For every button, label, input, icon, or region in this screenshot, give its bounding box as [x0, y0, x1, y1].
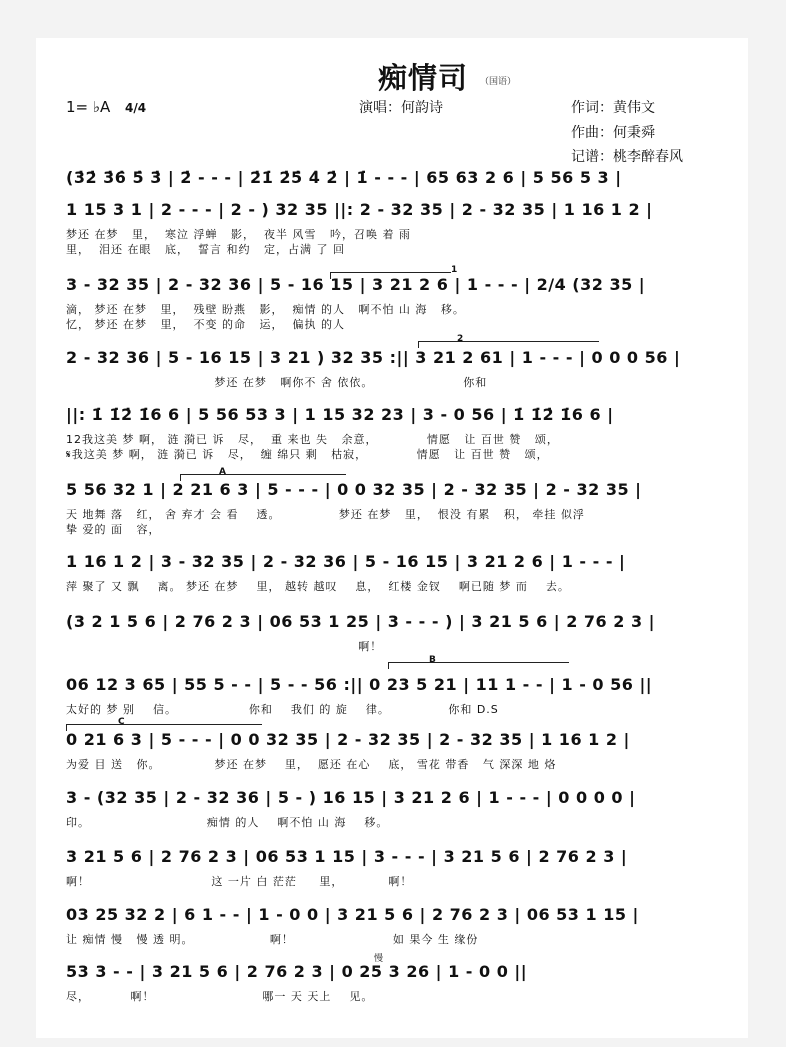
- section-b-label: B: [429, 655, 436, 665]
- notation-row: 3 - (32 35 | 2 - 32 36 | 5 - ) 16 15 | 3 21 2 6 | 1 - - - | 0 0 0 0 |: [66, 788, 636, 807]
- lyric-line: 萍 聚了 又 飘 离。 梦还 在梦 里， 越转 越叹 息， 红楼 金钗 啊已随 梦 而 去。: [66, 580, 570, 593]
- lyric-line: 尽， 啊！ 哪一 天 天上 见。: [66, 990, 374, 1003]
- lyric-line: 为爱 目 送 你。 梦还 在梦 里， 愿还 在心 底， 雪花 带香 气 深深 地 烙: [66, 758, 557, 771]
- key-signature: [66, 98, 146, 116]
- notation-row: 2 - 32 36 | 5 - 16 15 | 3 21 ) 32 35 :|| 3 21 2 61 | 1 - - - | 0 0 0 56 |: [66, 348, 681, 367]
- notation-row: 03 25 32 2 | 6 1 - - | 1 - 0 0 | 3 21 5 6 | 2 76 2 3 | 06 53 1 15 |: [66, 905, 639, 924]
- transcriber-credit: 记谱：桃李醉春风: [571, 149, 683, 165]
- notation-row: 53 3 - - | 3 21 5 6 | 2 76 2 3 | 0 25 3 26 | 1 - 0 0 ||: [66, 962, 528, 981]
- lyric-line: 天 地舞 落 红， 舍 弃才 会 看 透。 梦还 在梦 里， 恨没 有累 积， 牵挂 似浮: [66, 508, 585, 521]
- notation-row: 1 15 3 1 | 2 - - - | 2 - ) 32 35 ||: 2 - 32 35 | 2 - 32 35 | 1 16 1 2 |: [66, 200, 653, 219]
- notation-row: 3 - 32 35 | 2 - 32 36 | 5 - 16 15 | 3 21 2 6 | 1 - - - | 2/4 (32 35 |: [66, 275, 646, 294]
- volta-1-label: 1: [451, 265, 458, 275]
- section-a-label: A: [219, 467, 226, 477]
- volta-2-bracket: [418, 341, 599, 348]
- notation-row: 06 12 3 65 | 55 5 - - | 5 - - 56 :|| 0 23 5 21 | 11 1 - - | 1 - 0 56 ||: [66, 675, 653, 694]
- notation-row: 3 21 5 6 | 2 76 2 3 | 06 53 1 15 | 3 - - - | 3 21 5 6 | 2 76 2 3 |: [66, 847, 628, 866]
- slow-marking: 慢: [374, 954, 384, 964]
- lyric-line: 梦还 在梦 啊你不 舍 依依。 你和: [66, 376, 488, 389]
- section-c-bracket: [66, 724, 262, 731]
- title-note: （国语）: [480, 77, 517, 87]
- section-a-bracket: [180, 474, 346, 481]
- composer-credit: 作曲：何秉舜: [571, 125, 655, 141]
- volta-1-bracket: [330, 272, 451, 279]
- notation-row: (3̇2̇ 3̇6̇ 5̇ 3̇ | 2̇ - - - | 2̇1̇ 2̇5̇ 4̇ 2̇ | 1̇ - - - | 65 63 2 6 | 5 56 5 3 |: [66, 168, 622, 187]
- volta-2-label: 2: [457, 334, 464, 344]
- lyric-line: 啊！: [66, 640, 383, 653]
- lyric-line: 梦还 在梦 里， 寒泣 浮蝉 影， 夜半 风雪 吟，召唤 着 雨: [66, 228, 411, 241]
- notation-row: 5 56 32 1 | 2 21 6 3 | 5 - - - | 0 0 32 35 | 2 - 32 35 | 2 - 32 35 |: [66, 480, 642, 499]
- notation-row: 0 21 6 3 | 5 - - - | 0 0 32 35 | 2 - 32 35 | 2 - 32 35 | 1 16 1 2 |: [66, 730, 630, 749]
- notation-row: ||: 1̇ 1̇2̇ 1̇6 6 | 5 56 53 3 | 1 15 32 23 | 3 - 0 56 | 1̇ 1̇2̇ 1̇6 6 |: [66, 405, 614, 424]
- singer-credit: 演唱：何韵诗: [359, 100, 443, 116]
- lyric-line: 啊！ 这 一片 白 茫茫 里， 啊！: [66, 875, 413, 888]
- key-label: 1= ♭A: [66, 98, 111, 116]
- lyric-line: 12我这美 梦 啊， 涟 漪已 诉 尽， 重 来也 失 余意， 情愿 让 百世 赞 颂，: [66, 433, 559, 446]
- lyric-line: 里， 泪还 在眼 底， 誓言 和约 定，占满 了 回: [66, 243, 345, 256]
- lyric-line: 印。 痴情 的人 啊不怕 山 海 移。: [66, 816, 389, 829]
- song-title: 痴情司: [378, 61, 469, 95]
- lyric-line: 忆， 梦还 在梦 里， 不变 的命 运， 偏执 的人: [66, 318, 345, 331]
- lyric-line: 挚 爱的 面 容，: [66, 523, 161, 536]
- lyricist-credit: 作词：黄伟文: [571, 100, 655, 116]
- lyric-line: 太好的 梦 别 信。 你和 我们 的 旋 律。 你和 D.S: [66, 703, 499, 716]
- lyric-line: 滴， 梦还 在梦 里， 残壁 盼燕 影， 痴情 的人 啊不怕 山 海 移。: [66, 303, 465, 316]
- section-b-bracket: [388, 662, 569, 669]
- time-signature: 4/4: [125, 101, 147, 115]
- notation-row: 1 16 1 2 | 3 - 32 35 | 2 - 32 36 | 5 - 16 15 | 3 21 2 6 | 1 - - - |: [66, 552, 626, 571]
- section-c-label: C: [118, 717, 125, 727]
- notation-row: (3 2 1 5 6 | 2 76 2 3 | 06 53 1 25 | 3 - - - ) | 3 21 5 6 | 2 76 2 3 |: [66, 612, 656, 631]
- lyric-line: 让 痴情 慢 慢 透 明。 啊！ 如 果今 生 缘份: [66, 933, 479, 946]
- lyric-line: 𝄋我这美 梦 啊， 涟 漪已 诉 尽， 缠 绵只 剩 枯寂， 情愿 让 百世 赞 颂，: [66, 448, 549, 461]
